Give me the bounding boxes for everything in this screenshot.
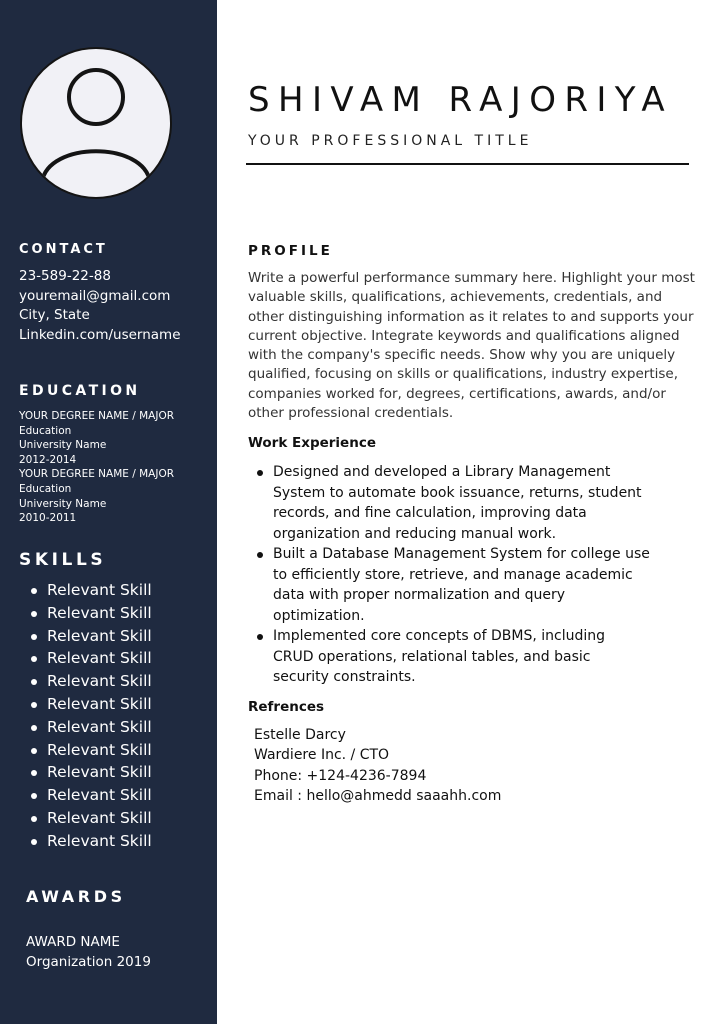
education-heading: EDUCATION <box>19 383 141 399</box>
work-experience-heading: Work Experience <box>248 435 376 451</box>
references-block <box>254 725 501 806</box>
work-line: organization and reducing manual work. <box>273 525 557 542</box>
contact-email: youremail@gmail.com <box>19 287 171 304</box>
work-experience-list <box>255 462 650 688</box>
contact-list <box>19 267 181 345</box>
profile-line: valuable skills, qualifications, achievements, credentials, and <box>248 289 663 306</box>
contact-heading: CONTACT <box>19 242 108 257</box>
references-heading: Refrences <box>248 699 325 715</box>
skill-item: Relevant Skill <box>19 739 152 762</box>
reference-company: Wardiere Inc. / CTO <box>254 747 390 764</box>
contact-phone: 23-589-22-88 <box>19 268 111 284</box>
work-line: data with proper normalization and query <box>273 587 566 603</box>
education-line: Education <box>19 482 72 495</box>
education-line: University Name <box>19 439 107 452</box>
skill-item: Relevant Skill <box>19 602 152 625</box>
profile-line: qualified, focusing on skills or qualifications, industry expertise, <box>248 366 679 383</box>
profile-line: with the company's specific needs. Show why you are uniquely <box>248 347 676 364</box>
work-line: security constraints. <box>273 669 416 685</box>
profile-summary <box>248 269 693 423</box>
candidate-name: SHIVAM RAJORIYA <box>248 80 673 120</box>
profile-line: Write a powerful performance summary here. Highlight your most <box>248 270 695 286</box>
profile-line: current objective. Integrate keywords and qualifications aligned <box>248 327 680 344</box>
skill-item: Relevant Skill <box>19 716 152 739</box>
award-name: AWARD NAME <box>26 934 120 950</box>
skills-heading: SKILLS <box>19 550 107 570</box>
education-list <box>19 409 174 526</box>
profile-line: other distinguishing information as it relates to and supports your <box>248 308 694 325</box>
skills-list <box>19 579 152 853</box>
education-line: YOUR DEGREE NAME / MAJOR <box>19 468 175 481</box>
education-line: 2012-2014 <box>19 453 77 466</box>
education-line: Education <box>19 424 72 437</box>
user-avatar-icon <box>20 47 172 199</box>
work-item <box>255 544 650 626</box>
skill-item: Relevant Skill <box>19 807 152 830</box>
skill-item: Relevant Skill <box>19 625 152 648</box>
skill-item: Relevant Skill <box>19 647 152 670</box>
work-line: to efficiently store, retrieve, and manage academic <box>273 566 633 583</box>
reference-email: Email : hello@ahmedd saaahh.com <box>254 787 502 804</box>
professional-title: YOUR PROFESSIONAL TITLE <box>248 133 533 149</box>
awards-list <box>26 932 151 972</box>
work-line: Implemented core concepts of DBMS, including <box>273 628 606 644</box>
profile-line: companies worked for, degrees, certifications, awards, and/or <box>248 385 666 402</box>
work-line: CRUD operations, relational tables, and basic <box>273 648 591 665</box>
header-divider <box>246 163 689 165</box>
work-item <box>255 462 650 544</box>
profile-heading: PROFILE <box>248 243 333 259</box>
contact-linkedin: Linkedin.com/username <box>19 326 181 343</box>
skill-item: Relevant Skill <box>19 784 152 807</box>
award-organization: Organization 2019 <box>26 954 151 970</box>
sidebar <box>0 0 217 1024</box>
work-line: records, and fine calculation, improving data <box>273 505 587 521</box>
profile-line: other professional credentials. <box>248 405 454 422</box>
awards-heading: AWARDS <box>26 887 126 906</box>
education-line: YOUR DEGREE NAME / MAJOR <box>19 410 175 422</box>
skill-item: Relevant Skill <box>19 830 152 853</box>
skill-item: Relevant Skill <box>19 693 152 716</box>
work-item <box>255 626 650 688</box>
work-line: Built a Database Management System for college use <box>273 546 650 562</box>
work-line: Designed and developed a Library Management <box>273 464 611 480</box>
education-line: University Name <box>19 497 107 510</box>
skill-item: Relevant Skill <box>19 670 152 693</box>
education-line: 2010-2011 <box>19 512 77 525</box>
reference-phone: Phone: +124-4236-7894 <box>254 767 427 784</box>
skill-item: Relevant Skill <box>19 579 152 602</box>
skill-item: Relevant Skill <box>19 761 152 784</box>
work-line: System to automate book issuance, returns, student <box>273 484 642 501</box>
reference-name: Estelle Darcy <box>254 727 346 743</box>
work-line: optimization. <box>273 607 365 624</box>
contact-location: City, State <box>19 307 90 323</box>
